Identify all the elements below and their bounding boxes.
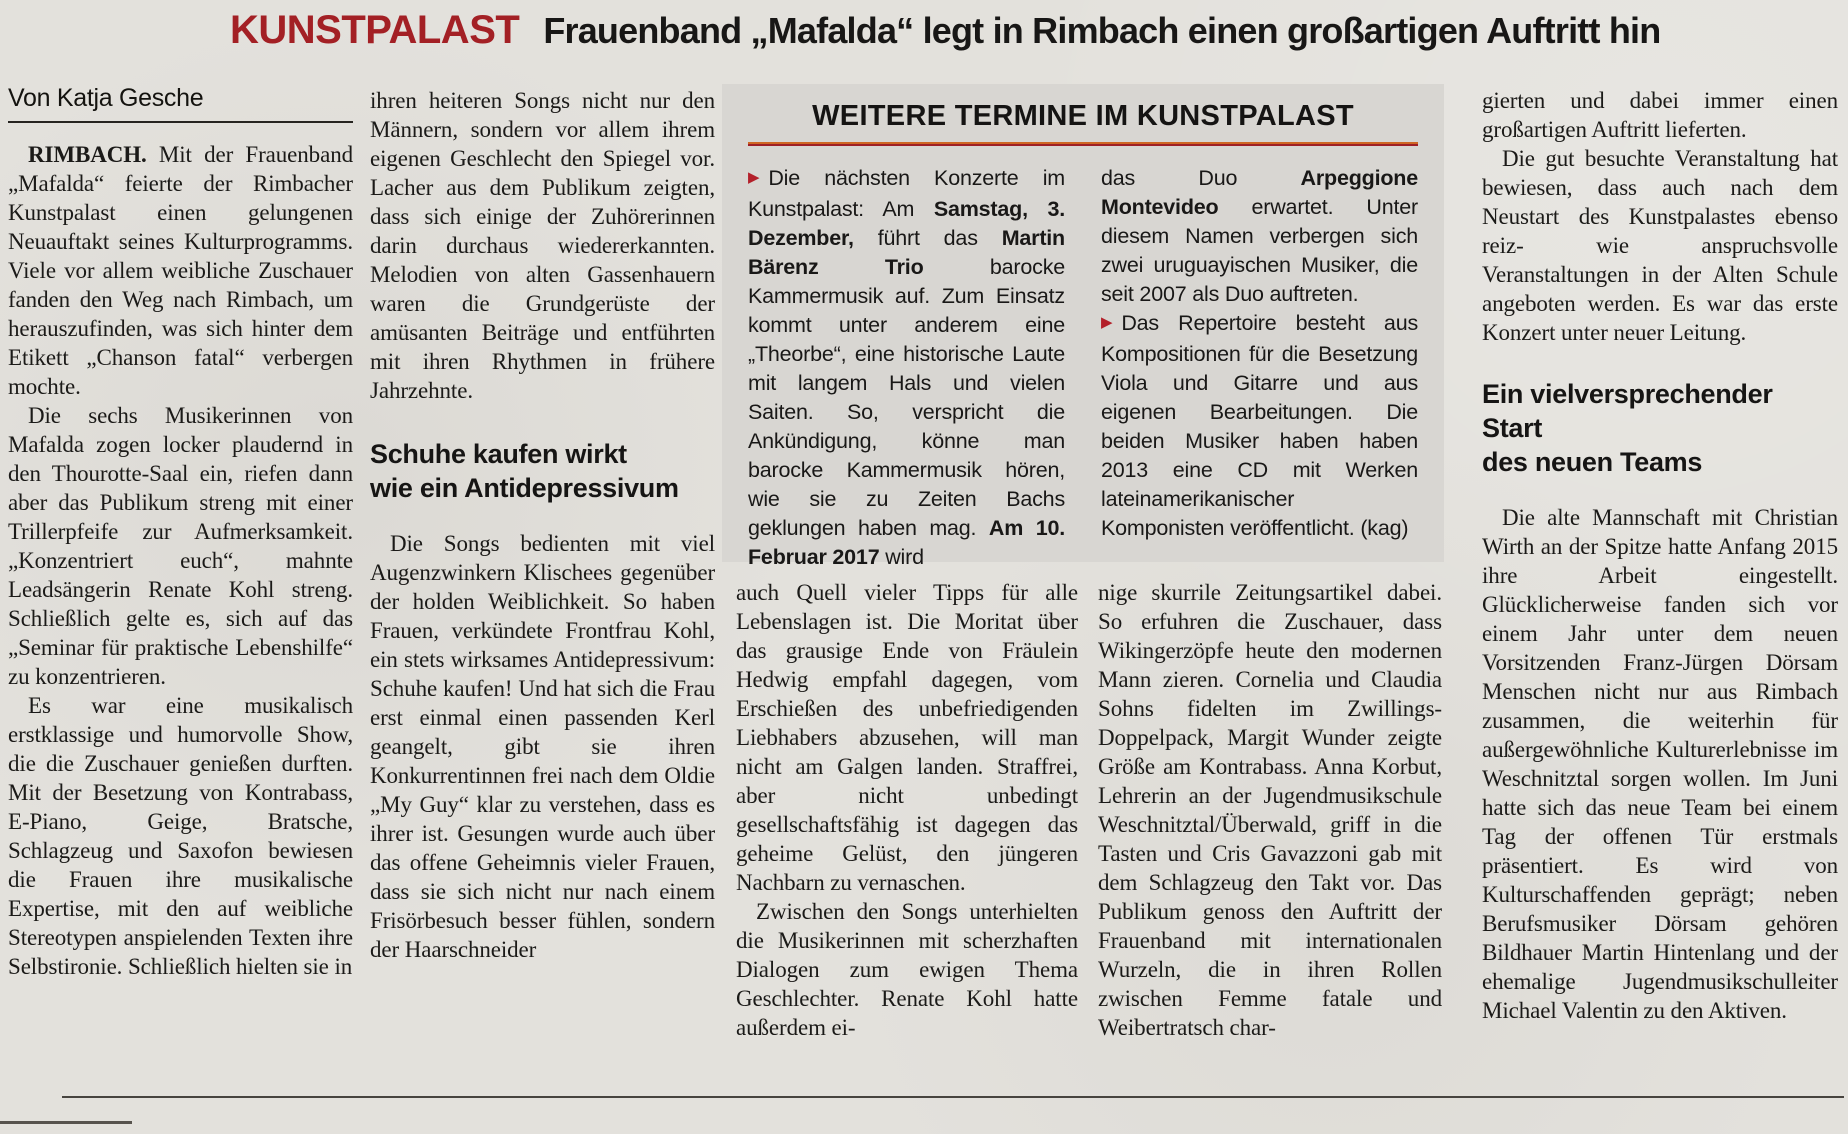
bullet-arrow-icon: ▶ <box>748 169 760 186</box>
byline-rule <box>8 121 353 123</box>
events-box-column-left <box>748 164 1065 572</box>
events-text: Die nächsten Konzerte im Kunstpalast: Am Samstag, 3. Dezember, führt das Martin Bärenz Trio barocke Kammermusik auf. Zum Einsatz kommt unter anderem eine „Theorbe“, eine historische Laute mit langem Hals und vielen Saiten. So, verspricht die Ankündigung, könne man barocke Kammermusik hören, wie sie zu Zeiten Bachs geklungen haben mag. Am 10. Februar 2017 wird <box>748 166 1065 569</box>
kicker-label: KUNSTPALAST <box>230 8 520 52</box>
events-box <box>722 84 1444 569</box>
paragraph: Es war eine musikalisch erstklassige und humorvolle Show, die die Zuschauer genießen durften. Mit der Besetzung von Kontrabass, E-Piano, Geige, Bratsche, Schlagzeug und Saxofon bewiesen die Frauen ihre musikalische Expertise, mit den auf weibliche Stereotypen anspielenden Texten ihre Selbstironie. Schließlich hielten sie in <box>8 693 353 979</box>
paragraph: gierten und dabei immer einen großartigen Auftritt lieferten. <box>1482 88 1838 142</box>
paragraph: Die alte Mannschaft mit Christian Wirth an der Spitze hatte Anfang 2015 ihre Arbeit eingestellt. Glücklicherweise fanden sich vor einem Jahr unter dem neuen Vorsitzenden Franz-Jürgen Dörsam Menschen nicht nur aus Rimbach zusammen, die weiterhin für außergewöhnliche Kulturerlebnisse im Weschnitztal sorgen wollen. Im Juni hatte sich das neue Team bei einem Tag der offenen Tür erstmals präsentiert. Es wird von Kulturschaffenden geprägt; neben Berufsmusiker Dörsam gehören Bildhauer Martin Hintenlang und der ehemalige Jugendmusikschulleiter Michael Valentin zu den Aktiven. <box>1482 505 1838 1023</box>
paragraph: Die Songs bedienten mit viel Augenzwinkern Klischees gegenüber der holden Weiblichkeit. So haben Frauen, verkündete Frontfrau Kohl, ein stets wirksames Antidepressivum: Schuhe kaufen! Und hat sich die Frau erst einmal einen passenden Kerl geangelt, gibt sie ihren Konkurrentinnen frei nach dem Oldie „My Guy“ klar zu verstehen, dass es ihrer ist. Gesungen wurde auch über das offene Geheimnis vieler Frauen, dass sie sich nicht nur nach einem Frisörbesuch besser fühlen, sondern der Haarschneider <box>370 531 715 962</box>
events-paragraph <box>1101 164 1418 309</box>
subheading-line: Schuhe kaufen wirkt <box>370 439 627 469</box>
paragraph: ihren heiteren Songs nicht nur den Männern, sondern vor allem ihrem eigenen Geschlecht den Spiegel vor. Lacher aus dem Publikum zeigten, dass sich einige der Zuhörerinnen darin durchaus wiedererkannten. Melodien von alten Gassenhauern waren die Grundgerüste der amüsanten Beiträge und entführten mit ihren Rhythmen in frühere Jahrzehnte. <box>370 88 715 403</box>
events-box-title-rule <box>748 142 1418 146</box>
text-column-4 <box>1098 578 1442 1042</box>
events-box-column-right <box>1101 164 1418 572</box>
paragraph: Die sechs Musikerinnen von Mafalda zogen locker plaudernd in den Thourotte-Saal ein, riefen dann aber das Publikum streng mit einer Trillerpfeife zur Aufmerksamkeit. „Konzentriert euch“, mahnte Leadsängerin Renate Kohl streng. Schließlich gelte es, sich auf das „Seminar für praktische Lebenshilfe“ zu konzentrieren. <box>8 403 353 689</box>
events-box-title: WEITERE TERMINE IM KUNSTPALAST <box>812 100 1354 132</box>
subheading-shoes <box>370 437 715 505</box>
bullet-arrow-icon: ▶ <box>1101 314 1113 331</box>
subheading-new-team <box>1482 377 1838 479</box>
subheading-line: Ein vielversprechender Start <box>1482 379 1773 443</box>
text-column-1 <box>8 84 353 981</box>
subheading-line: des neuen Teams <box>1482 447 1703 477</box>
bottom-rule-fragment <box>0 1121 132 1124</box>
byline: Von Katja Gesche <box>8 84 204 112</box>
headline-text: Frauenband „Mafalda“ legt in Rimbach einen großartigen Auftritt hin <box>543 10 1661 51</box>
text-column-2 <box>370 86 715 964</box>
events-text: das Duo Arpeggione Montevideo erwartet. Unter diesem Namen verbergen sich zwei uruguayischen Musiker, die seit 2007 als Duo auftreten. <box>1101 166 1418 306</box>
text-column-5 <box>1482 86 1838 1025</box>
text-column-3 <box>736 578 1078 1042</box>
events-box-columns <box>748 164 1418 572</box>
events-paragraph <box>748 164 1065 572</box>
bottom-rule <box>62 1096 1844 1098</box>
paragraph: Zwischen den Songs unterhielten die Musikerinnen mit scherzhaften Dialogen zum ewigen Thema Geschlechter. Renate Kohl hatte außerdem ei- <box>736 899 1078 1040</box>
events-paragraph <box>1101 309 1418 543</box>
article-headline <box>230 8 1660 53</box>
paragraph: Die gut besuchte Veranstaltung hat bewiesen, dass auch nach dem Neustart des Kunstpalastes ebenso reiz- wie anspruchsvolle Veranstaltungen in der Alten Schule angeboten werden. Es war das erste Konzert unter neuer Leitung. <box>1482 146 1838 345</box>
subheading-line: wie ein Antidepressivum <box>370 473 679 503</box>
paragraph: RIMBACH. Mit der Frauenband „Mafalda“ feierte der Rimbacher Kunstpalast einen gelungenen Neuauftakt seines Kulturprogramms. Viele vor allem weibliche Zuschauer fanden den Weg nach Rimbach, um herauszufinden, was sich hinter dem Etikett „Chanson fatal“ verbergen mochte. <box>8 142 353 399</box>
paragraph: auch Quell vieler Tipps für alle Lebenslagen ist. Die Moritat über das grausige Ende von Fräulein Hedwig empfahl dagegen, vom Erschießen des unbefriedigenden Liebhabers abzusehen, will man nicht am Galgen landen. Straffrei, aber nicht unbedingt gesellschaftsfähig ist dagegen das geheime Gelüst, den jüngeren Nachbarn zu vernaschen. <box>736 580 1078 895</box>
events-text: Das Repertoire besteht aus Kompositionen für die Besetzung Viola und Gitarre und aus eigenen Bearbeitungen. Die beiden Musiker haben haben 2013 eine CD mit Werken lateinamerikanischer Komponisten veröffentlicht. (kag) <box>1101 311 1418 540</box>
paragraph: nige skurrile Zeitungsartikel dabei. So erfuhren die Zuschauer, dass Wikingerzöpfe heute den modernen Mann zieren. Cornelia und Claudia Sohns fidelten im Zwillings-Doppelpack, Margit Wunder zeigte Größe am Kontrabass. Anna Korbut, Lehrerin an der Jugendmusikschule Weschnitztal/Überwald, griff in die Tasten und Cris Gavazzoni gab mit dem Schlagzeug den Takt vor. Das Publikum genoss den Auftritt der Frauenband mit internationalen Wurzeln, die in ihren Rollen zwischen Femme fatale und Weibertratsch char- <box>1098 580 1442 1040</box>
